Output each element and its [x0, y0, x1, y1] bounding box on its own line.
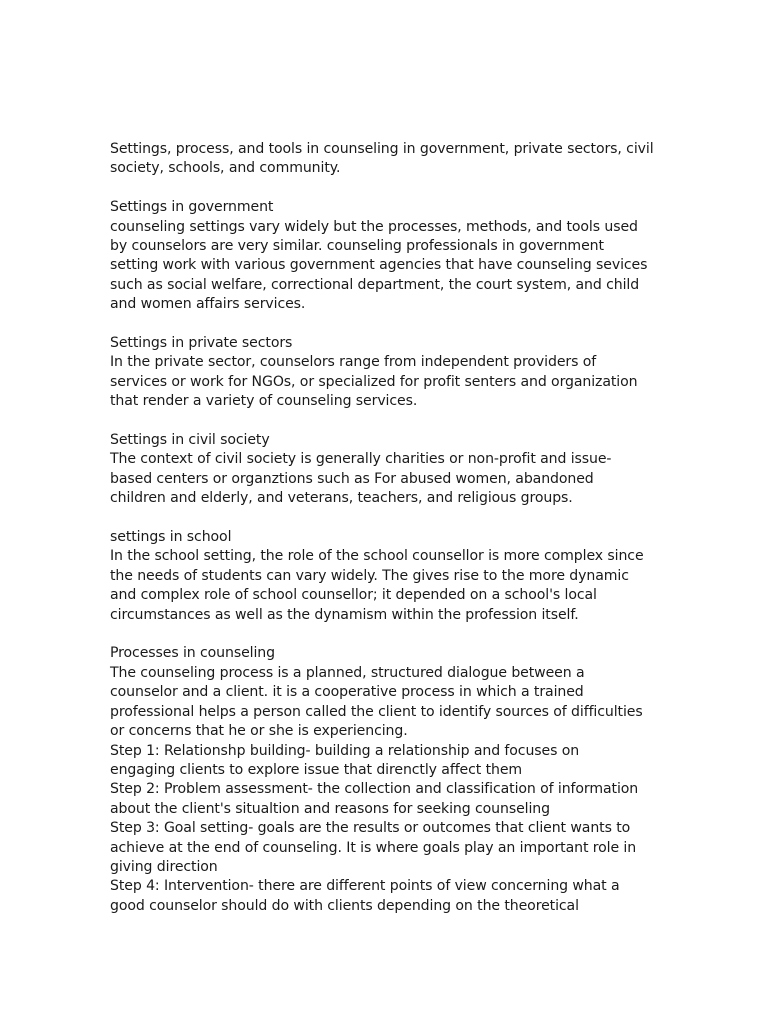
section-line: counseling settings vary widely but the processes, methods, and tools used [110, 218, 638, 235]
section-line: by counselors are very similar. counseling professionals in government [110, 238, 604, 255]
section-line: In the school setting, the role of the school counsellor is more complex since [110, 548, 644, 565]
section-heading: settings in school [110, 529, 232, 546]
section-heading: Settings in government [110, 199, 274, 216]
title-line: society, schools, and community. [110, 160, 341, 177]
section-processes [110, 644, 670, 916]
document-body [110, 140, 670, 936]
section-heading: Settings in civil society [110, 432, 270, 449]
step-line: engaging clients to explore issue that direnctly affect them [110, 761, 523, 778]
section-line: services or work for NGOs, or specialized for profit senters and organization [110, 373, 638, 390]
step-line: about the client's situaltion and reasons for seeking counseling [110, 800, 550, 817]
step-line: good counselor should do with clients depending on the theoretical [110, 897, 579, 914]
section-line: counselor and a client. it is a cooperative process in which a trained [110, 684, 584, 701]
section-civil-society [110, 431, 670, 509]
step-line: Step 1: Relationshp building- building a relationship and focuses on [110, 742, 580, 759]
section-line: The context of civil society is generally charities or non-profit and issue- [110, 451, 612, 468]
section-line: or concerns that he or she is experiencing. [110, 723, 408, 740]
section-government [110, 198, 670, 314]
section-line: In the private sector, counselors range from independent providers of [110, 354, 597, 371]
section-line: The counseling process is a planned, structured dialogue between a [110, 664, 585, 681]
section-line: the needs of students can vary widely. The gives rise to the more dynamic [110, 567, 629, 584]
section-line: professional helps a person called the client to identify sources of difficulties [110, 703, 643, 720]
section-heading: Processes in counseling [110, 645, 275, 662]
section-school [110, 528, 670, 625]
section-heading: Settings in private sectors [110, 335, 293, 352]
step-line: Step 4: Intervention- there are different points of view concerning what a [110, 878, 620, 895]
document-title [110, 140, 670, 179]
section-line: setting work with various government agencies that have counseling sevices [110, 257, 648, 274]
section-line: circumstances as well as the dynamism within the profession itself. [110, 606, 579, 623]
section-line: such as social welfare, correctional department, the court system, and child [110, 276, 640, 293]
step-line: achieve at the end of counseling. It is where goals play an important role in [110, 839, 637, 856]
section-line: children and elderly, and veterans, teachers, and religious groups. [110, 490, 573, 507]
step-line: Step 3: Goal setting- goals are the results or outcomes that client wants to [110, 820, 631, 837]
section-line: and women affairs services. [110, 296, 306, 313]
section-private-sectors [110, 334, 670, 412]
step-line: giving direction [110, 858, 218, 875]
title-line: Settings, process, and tools in counseling in government, private sectors, civil [110, 141, 654, 157]
section-line: based centers or organztions such as For abused women, abandoned [110, 470, 594, 487]
section-line: and complex role of school counsellor; it depended on a school's local [110, 587, 597, 604]
step-line: Step 2: Problem assessment- the collection and classification of information [110, 781, 639, 798]
section-line: that render a variety of counseling services. [110, 393, 418, 410]
